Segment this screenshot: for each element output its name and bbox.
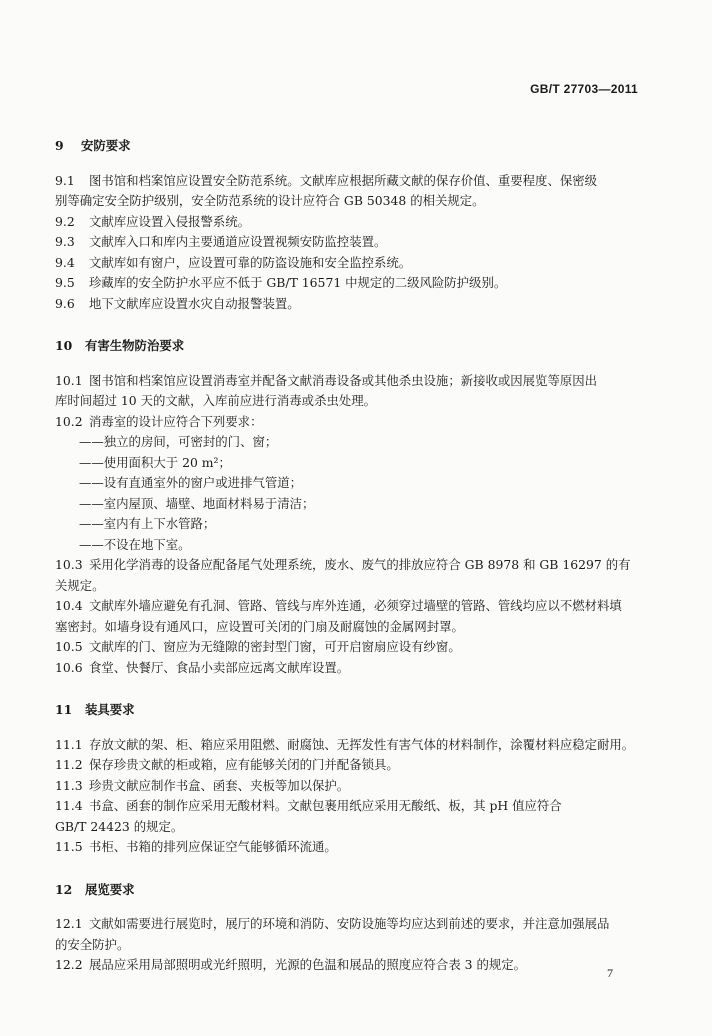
clause-9-1-cont: 别等确定安全防护级别，安全防范系统的设计应符合 GB 50348 的相关规定。 — [55, 193, 485, 208]
section-title: 展览要求 — [85, 881, 135, 897]
clause-number: 11.1 — [55, 736, 83, 752]
clause-number: 12.1 — [55, 916, 83, 931]
clause-12-2 — [55, 955, 645, 976]
clause-text: 文献库的门、窗应为无缝隙的密封型门窗，可开启窗扇应设有纱窗。 — [89, 639, 461, 654]
section-title: 安防要求 — [81, 138, 131, 153]
clause-number: 10.1 — [55, 372, 83, 388]
list-item: ——独立的房间，可密封的门、窗； — [79, 434, 278, 449]
clause-text: 消毒室的设计应符合下列要求： — [89, 413, 263, 429]
clause-number: 10.3 — [55, 557, 83, 572]
clause-number: 9.2 — [55, 213, 75, 229]
standard-number: GB/T 27703—2011 — [530, 82, 638, 96]
clause-text: 文献库如有窗户，应设置可靠的防盗设施和安全监控系统。 — [89, 254, 412, 270]
clause-text: 珍贵文献应制作书盒、函套、夹板等加以保护。 — [89, 777, 350, 793]
section-10-heading — [55, 336, 645, 357]
clause-number: 11.2 — [55, 757, 83, 772]
list-item: ——室内有上下水管路； — [79, 516, 216, 531]
clause-10-2 — [55, 412, 645, 433]
clause-number: 10.6 — [55, 659, 83, 675]
section-title: 有害生物防治要求 — [85, 338, 185, 353]
section-12-heading — [55, 880, 645, 901]
clause-11-3 — [55, 776, 645, 797]
clause-11-4-cont: GB/T 24423 的规定。 — [55, 818, 184, 834]
clause-number: 9.1 — [55, 172, 75, 188]
clause-10-6 — [55, 658, 645, 679]
clause-text: 地下文献库应设置水灾自动报警装置。 — [89, 295, 300, 311]
clause-10-4-cont: 塞密封。如墙身设有通风口，应设置可关闭的门扇及耐腐蚀的金属网封罩。 — [55, 618, 464, 634]
clause-10-3 — [55, 555, 645, 576]
clause-number: 10.2 — [55, 413, 83, 429]
clause-text: 书盒、函套的制作应采用无酸材料。文献包裹用纸应采用无酸纸、板，其 pH 值应符合 — [89, 798, 562, 813]
list-item: ——设有直通室外的窗户或进排气管道； — [79, 475, 303, 490]
clause-text: 保存珍贵文献的柜或箱，应有能够关闭的门并配备锁具。 — [89, 757, 399, 772]
clause-text: 文献如需要进行展览时，展厅的环境和消防、安防设施等均应达到前述的要求，并注意加强展品 — [89, 916, 610, 931]
clause-10-1-cont: 库时间超过 10 天的文献，入库前应进行消毒或杀虫处理。 — [55, 393, 377, 408]
clause-9-3 — [55, 232, 645, 253]
clause-text: 食堂、快餐厅、食品小卖部应远离文献库设置。 — [89, 659, 350, 675]
clause-10-1 — [55, 371, 645, 392]
section-number: 9 — [55, 138, 64, 153]
clause-number: 10.5 — [55, 639, 83, 654]
clause-11-4 — [55, 796, 645, 817]
clause-number: 12.2 — [55, 957, 83, 972]
document-body — [55, 136, 645, 976]
clause-12-1 — [55, 914, 645, 935]
clause-9-6 — [55, 294, 645, 315]
section-title: 装具要求 — [85, 702, 135, 717]
clause-number: 9.3 — [55, 234, 75, 249]
clause-11-5 — [55, 837, 645, 858]
clause-text: 展品应采用局部照明或光纤照明，光源的色温和展品的照度应符合表 3 的规定。 — [89, 957, 527, 972]
clause-10-3-cont: 关规定。 — [55, 577, 105, 593]
clause-11-1 — [55, 735, 645, 756]
clause-9-4 — [55, 253, 645, 274]
clause-number: 9.5 — [55, 275, 75, 290]
clause-text: 珍藏库的安全防护水平应不低于 GB/T 16571 中规定的二级风险防护级别。 — [89, 275, 507, 290]
clause-text: 图书馆和档案馆应设置消毒室并配备文献消毒设备或其他杀虫设施；新接收或因展览等原因出 — [89, 372, 598, 388]
clause-number: 9.6 — [55, 295, 75, 311]
clause-text: 存放文献的架、柜、箱应采用阻燃、耐腐蚀、无挥发性有害气体的材料制作，涂覆材料应稳定耐用。 — [89, 736, 635, 752]
clause-9-5 — [55, 273, 645, 294]
clause-9-2 — [55, 212, 645, 233]
clause-text: 文献库外墙应避免有孔洞、管路、管线与库外连通，必须穿过墙壁的管路、管线均应以不燃材料填 — [89, 598, 622, 613]
clause-number: 9.4 — [55, 254, 75, 270]
clause-text: 文献库入口和库内主要通道应设置视频安防监控装置。 — [89, 234, 387, 249]
clause-text: 采用化学消毒的设备应配备尾气处理系统，废水、废气的排放应符合 GB 8978 和 GB 16297 的有 — [89, 557, 631, 572]
clause-12-1-cont: 的安全防护。 — [55, 936, 130, 952]
clause-10-4 — [55, 596, 645, 617]
clause-text: 书柜、书箱的排列应保证空气能够循环流通。 — [89, 839, 337, 854]
clause-number: 11.4 — [55, 798, 83, 813]
section-number: 11 — [55, 702, 73, 717]
clause-number: 10.4 — [55, 598, 83, 613]
clause-11-2 — [55, 755, 645, 776]
clause-text: 图书馆和档案馆应设置安全防范系统。文献库应根据所藏文献的保存价值、重要程度、保密级 — [89, 172, 598, 188]
clause-10-5 — [55, 637, 645, 658]
clause-number: 11.3 — [55, 777, 83, 793]
clause-number: 11.5 — [55, 839, 83, 854]
section-11-heading — [55, 700, 645, 721]
list-item: ——室内屋顶、墙壁、地面材料易于清洁； — [79, 495, 315, 511]
section-9-heading — [55, 136, 645, 157]
section-number: 12 — [55, 881, 73, 897]
section-number: 10 — [55, 338, 73, 353]
clause-9-1 — [55, 171, 645, 192]
page-number: 7 — [607, 966, 613, 980]
list-item: ——不设在地下室。 — [79, 536, 191, 552]
clause-text: 文献库应设置入侵报警系统。 — [89, 213, 251, 229]
list-item: ——使用面积大于 20 m²； — [79, 454, 231, 470]
